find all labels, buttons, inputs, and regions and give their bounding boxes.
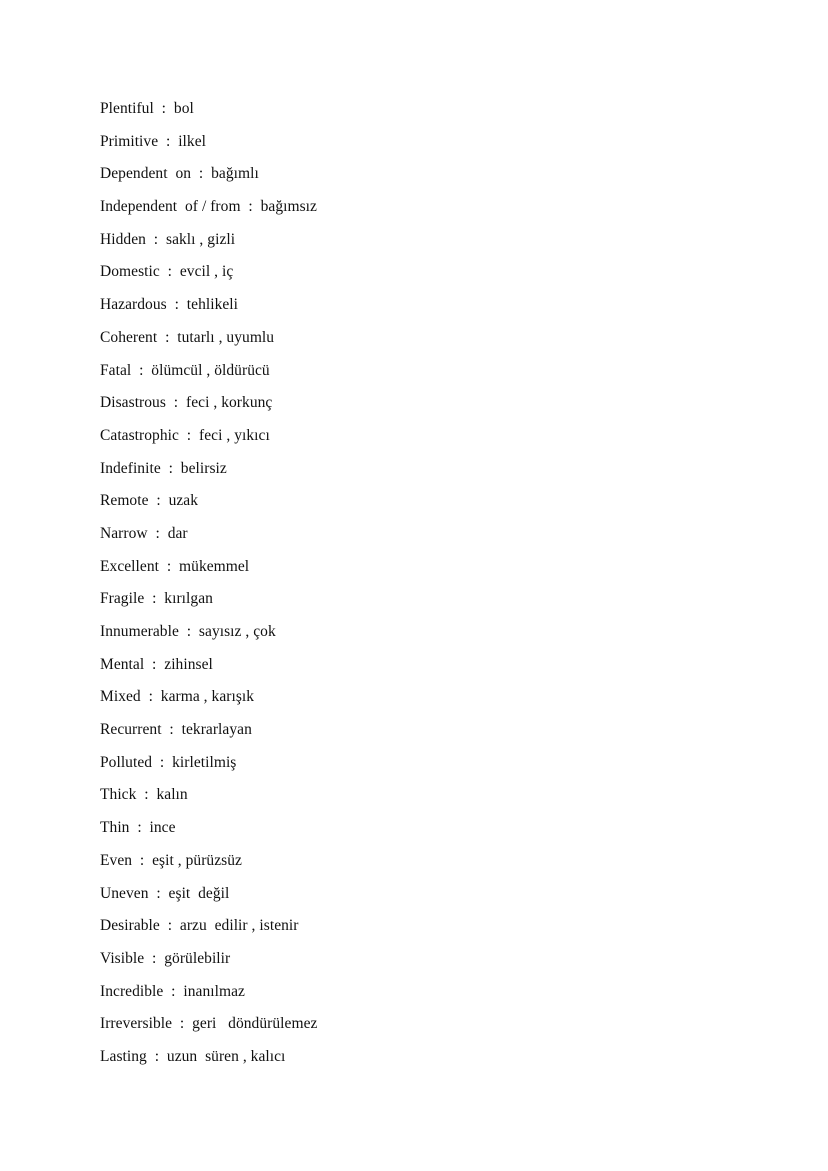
vocab-entry: Hazardous : tehlikeli	[100, 296, 239, 314]
vocab-entry: Polluted : kirletilmiş	[100, 753, 237, 771]
vocab-entry: Thin : ince	[100, 819, 176, 837]
vocab-entry: Narrow : dar	[100, 524, 188, 542]
vocab-entry: Desirable : arzu edilir , istenir	[100, 917, 299, 935]
vocab-entry: Fatal : ölümcül , öldürücü	[100, 361, 270, 379]
vocab-entry: Thick : kalın	[100, 786, 188, 804]
vocab-entry: Catastrophic : feci , yıkıcı	[100, 426, 270, 444]
vocab-entry: Fragile : kırılgan	[100, 590, 213, 608]
vocab-entry: Lasting : uzun süren , kalıcı	[100, 1047, 286, 1065]
vocab-entry: Irreversible : geri döndürülemez	[100, 1015, 318, 1033]
vocab-entry: Even : eşit , pürüzsüz	[100, 851, 242, 869]
vocab-entry: Dependent on : bağımlı	[100, 165, 259, 183]
vocab-entry: Plentiful : bol	[100, 100, 194, 117]
vocab-entry: Incredible : inanılmaz	[100, 982, 245, 1000]
vocabulary-list	[100, 97, 317, 1078]
vocab-entry: Domestic : evcil , iç	[100, 263, 234, 281]
vocab-entry: Hidden : saklı , gizli	[100, 230, 236, 248]
vocab-entry: Visible : görülebilir	[100, 949, 231, 967]
vocab-entry: Uneven : eşit değil	[100, 884, 230, 902]
vocab-entry: Innumerable : sayısız , çok	[100, 623, 276, 640]
vocab-entry: Mental : zihinsel	[100, 655, 213, 673]
vocab-entry: Remote : uzak	[100, 492, 199, 510]
vocab-entry: Recurrent : tekrarlayan	[100, 721, 252, 739]
vocab-entry: Mixed : karma , karışık	[100, 688, 255, 706]
vocab-entry: Coherent : tutarlı , uyumlu	[100, 328, 275, 346]
vocab-entry: Excellent : mükemmel	[100, 557, 250, 575]
vocab-entry: Primitive : ilkel	[100, 132, 206, 150]
vocab-entry: Independent of / from : bağımsız	[100, 198, 317, 216]
vocab-entry: Indefinite : belirsiz	[100, 459, 227, 477]
vocab-entry: Disastrous : feci , korkunç	[100, 394, 273, 412]
